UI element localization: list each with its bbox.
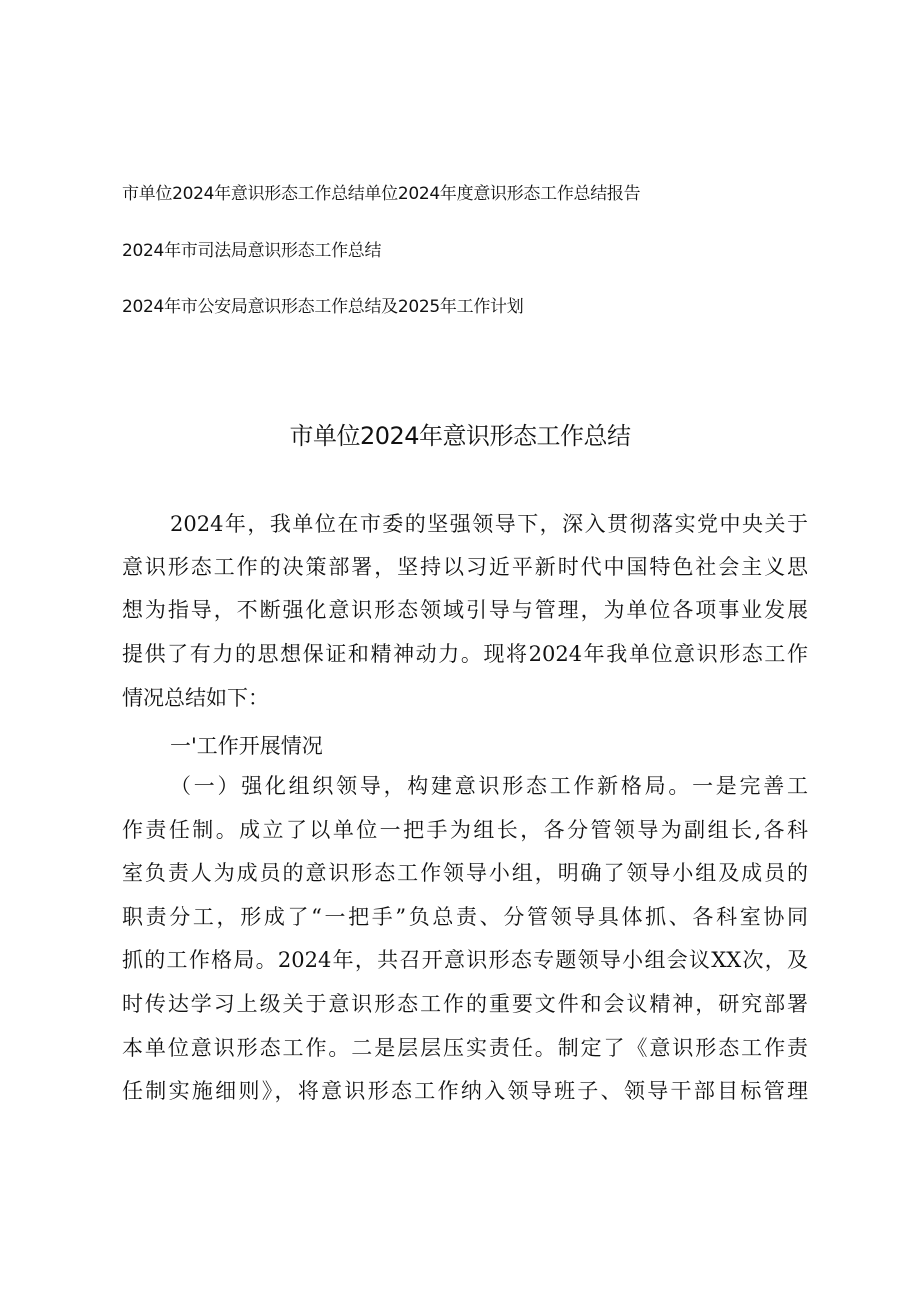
- section-line-4: 职责分工，形成了“一把手”负总责、分管领导具体抓、各科室协同: [122, 905, 808, 929]
- intro-line-1: 2024年，我单位在市委的坚强领导下，深入贯彻落实党中央关于: [170, 512, 808, 536]
- section-line-6: 时传达学习上级关于意识形态工作的重要文件和会议精神，研究部署: [122, 992, 808, 1016]
- section-line-7: 本单位意识形态工作。二是层层压实责任。制定了《意识形态工作责: [122, 1036, 808, 1060]
- section-line-2: 作责任制。成立了以单位一把手为组长，各分管领导为副组长,各科: [122, 818, 808, 842]
- toc-item-3: 2024年市公安局意识形态工作总结及2025年工作计划: [122, 297, 524, 317]
- section-heading: 一'工作开展情况: [170, 734, 323, 758]
- toc-item-2: 2024年市司法局意识形态工作总结: [122, 241, 382, 261]
- toc-item-1: 市单位2024年意识形态工作总结单位2024年度意识形态工作总结报告: [122, 184, 641, 204]
- section-line-5: 抓的工作格局。2024年，共召开意识形态专题领导小组会议XX次，及: [122, 948, 808, 972]
- intro-line-3: 想为指导，不断强化意识形态领域引导与管理，为单位各项事业发展: [122, 598, 808, 622]
- section-line-3: 室负责人为成员的意识形态工作领导小组，明确了领导小组及成员的: [122, 861, 808, 885]
- intro-line-5: 情况总结如下：: [122, 686, 269, 710]
- section-line-8: 任制实施细则》，将意识形态工作纳入领导班子、领导干部目标管理: [122, 1079, 808, 1103]
- intro-line-2: 意识形态工作的决策部署，坚持以习近平新时代中国特色社会主义思: [122, 555, 808, 579]
- section-line-1: （一）强化组织领导，构建意识形态工作新格局。一是完善工: [170, 774, 808, 798]
- document-title: 市单位2024年意识形态工作总结: [289, 422, 631, 450]
- intro-line-4: 提供了有力的思想保证和精神动力。现将2024年我单位意识形态工作: [122, 642, 808, 666]
